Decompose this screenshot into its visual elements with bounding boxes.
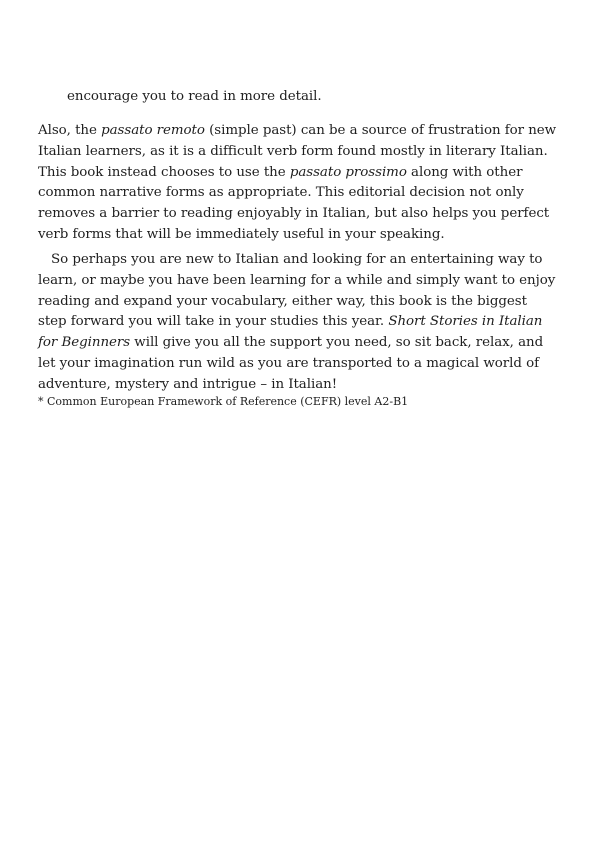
footnote-text: * Common European Framework of Reference (CEFR) level A2-B1: [38, 395, 409, 408]
italic-term: passato remoto: [101, 123, 205, 138]
italic-term: passato prossimo: [289, 164, 407, 180]
footnote: [38, 394, 558, 410]
text-segment: along with other common narrative forms as appropriate. This editorial decision not only removes a barrier to reading enjoyably in Italian, but also helps you perfect verb forms that will be immediately useful in your speaking.: [38, 164, 550, 242]
book-title: Short Stories in Italian for Beginners: [38, 314, 543, 351]
paragraph-continuation: [38, 87, 558, 108]
text-segment: So perhaps you are new to Italian and looking for an entertaining way to learn, or maybe you have been learning for a while and simply want to enjoy reading and expand your vocabulary, either way, this book is the biggest step forward you will take in your studies this year.: [38, 252, 556, 330]
paragraph-passato-remoto: [38, 121, 558, 246]
paragraph-perhaps: [38, 250, 558, 396]
text-segment: encourage you to read in more detail.: [67, 89, 322, 104]
text-segment: (simple past) can be a source of frustration for new Italian learners, as it is a difficult verb form found mostly in literary Italian. This book instead chooses to use the: [38, 123, 557, 180]
text-segment: will give you all the support you need, so sit back, relax, and let your imagination run wild as you are transported to a magical world of adventure, mystery and intrigue – in Italian!: [38, 335, 544, 392]
text-segment: Also, the: [38, 123, 102, 138]
